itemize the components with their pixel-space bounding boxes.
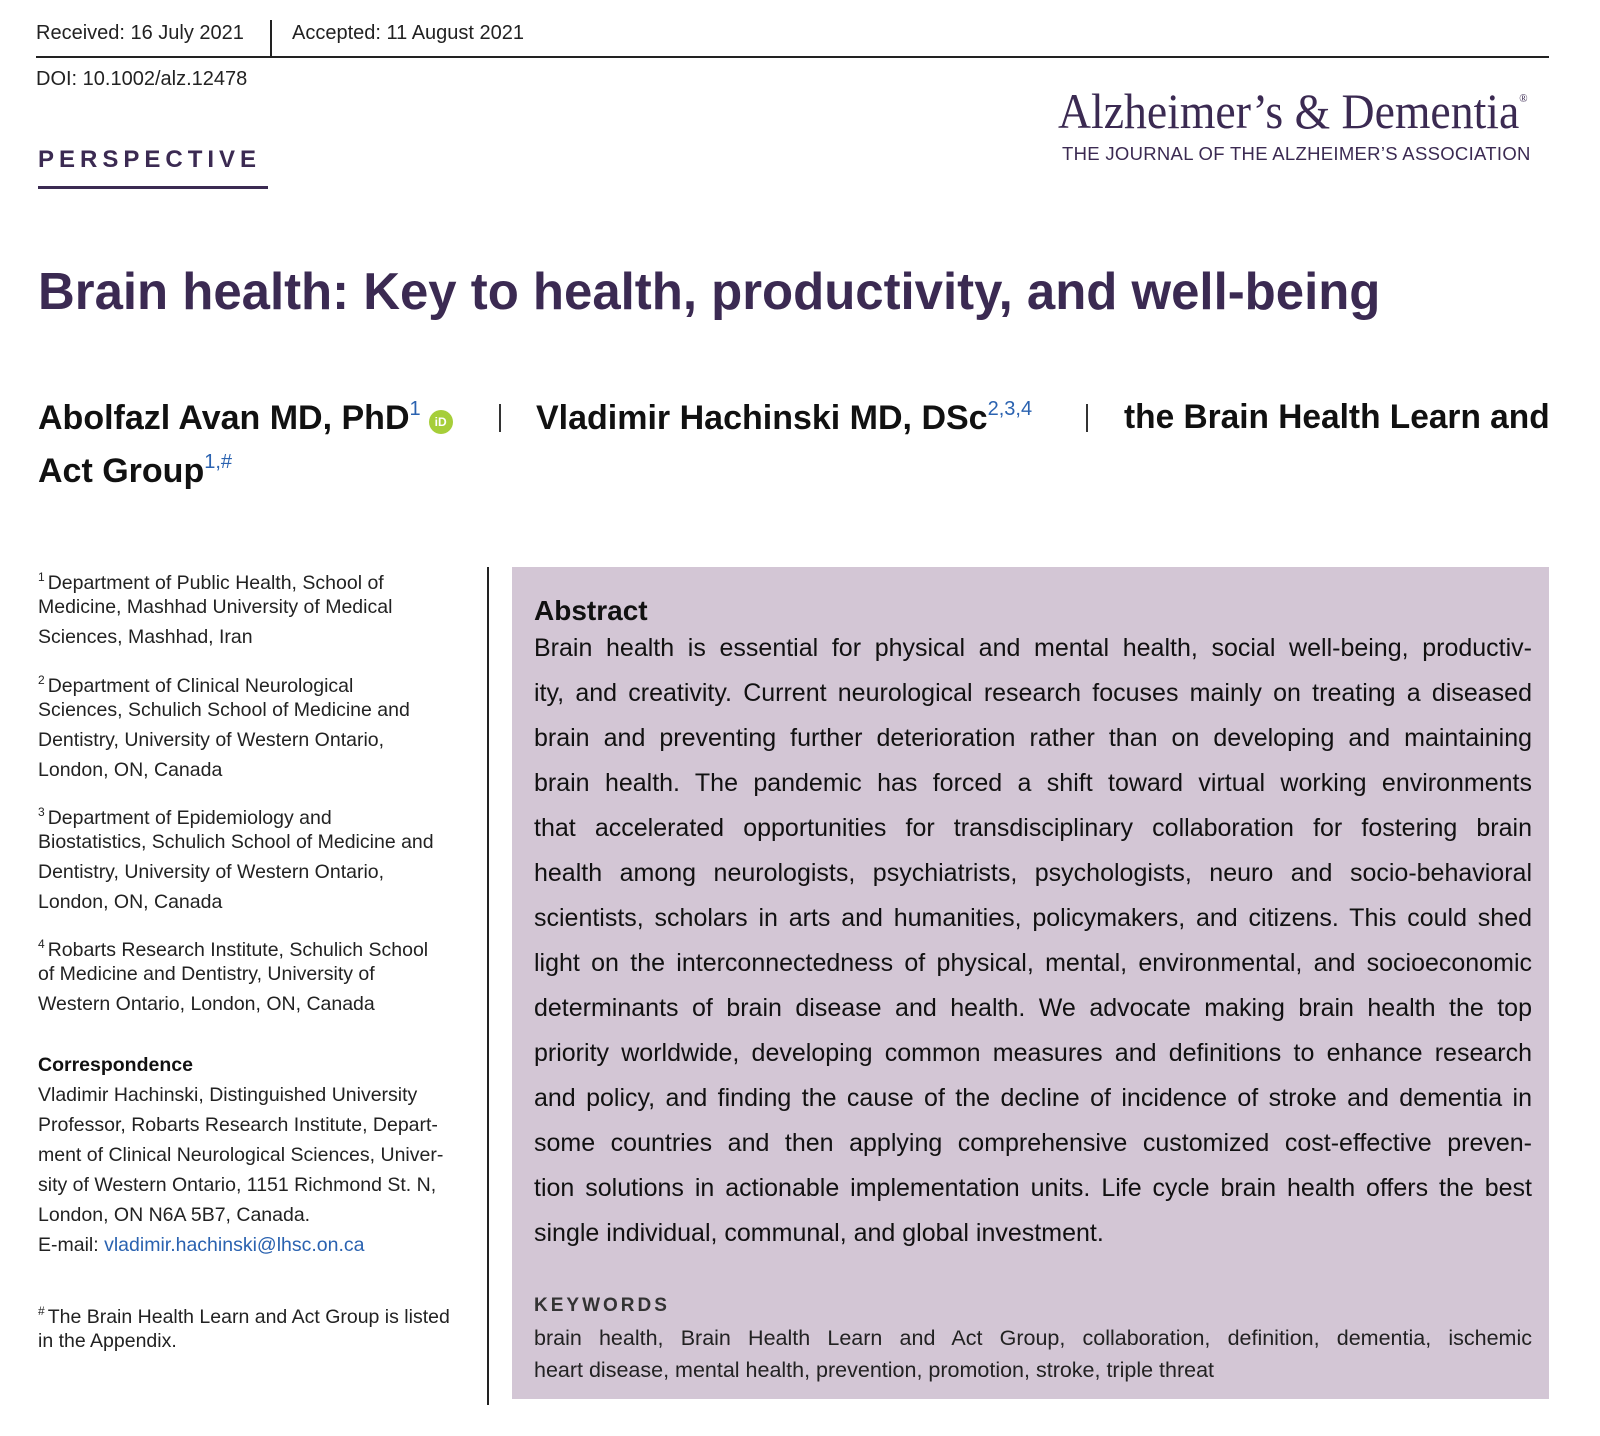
author-separator xyxy=(1086,404,1088,432)
accepted-date: Accepted: 11 August 2021 xyxy=(292,22,525,44)
affiliation-text: Robarts Research Institute, Schulich School xyxy=(47,939,429,961)
affiliation-line xyxy=(38,755,222,785)
author-group-cont[interactable]: Act Group$^{1,\#}$ xyxy=(38,451,233,490)
affiliation-line xyxy=(38,562,384,592)
footnote-line xyxy=(38,1296,450,1326)
correspondence-line: ment of Clinical Neurological Sciences, Univer- xyxy=(38,1144,444,1166)
keyword-line: brain health, Brain Health Learn and Act Group, collaboration, definition, dementia, ischemic xyxy=(534,1326,1532,1350)
received-date: Received: 16 July 2021 xyxy=(36,22,244,44)
article-type: PERSPECTIVE xyxy=(38,146,262,173)
affiliation-line xyxy=(38,857,384,887)
affiliation-line xyxy=(38,665,353,695)
affiliation-line xyxy=(38,887,222,917)
affiliation-text: Department of Epidemiology and xyxy=(47,807,332,829)
abstract-line: health among neurologists, psychiatrists, psychologists, neuro and socio-behavioral xyxy=(534,859,1532,887)
affiliation-number: 4 xyxy=(38,937,45,951)
abstract-box xyxy=(512,567,1549,1399)
affiliation-text: Dentistry, University of Western Ontario, xyxy=(38,729,385,751)
header-separator xyxy=(270,20,272,56)
affiliation-text: Western Ontario, London, ON, Canada xyxy=(38,993,375,1015)
email-row xyxy=(38,1230,365,1260)
affiliation-text: Dentistry, University of Western Ontario, xyxy=(38,861,385,883)
affiliation-line xyxy=(38,959,375,989)
abstract-text xyxy=(534,626,1532,1256)
footnote-mark: # xyxy=(38,1304,45,1318)
abstract-line: that accelerated opportunities for transdisciplinary collaboration for fostering brain xyxy=(534,814,1532,842)
affiliation-number: 3 xyxy=(38,805,45,819)
article-title: Brain health: Key to health, productivity, and well-being xyxy=(38,263,1381,321)
abstract-line: brain and preventing further deterioration rather than on developing and maintaining xyxy=(534,724,1532,752)
email-label: E-mail: xyxy=(38,1234,105,1256)
abstract-line: single individual, communal, and global investment. xyxy=(534,1219,1104,1247)
keywords-list xyxy=(534,1322,1532,1386)
footnote-text: The Brain Health Learn and Act Group is listed xyxy=(47,1306,450,1328)
affiliation-line xyxy=(38,695,410,725)
article-type-underline xyxy=(38,186,268,189)
abstract-line: some countries and then applying comprehensive customized cost-effective preven- xyxy=(534,1129,1532,1157)
keywords-heading: KEYWORDS xyxy=(534,1295,670,1316)
author-separator xyxy=(499,404,501,432)
correspondence-line: Vladimir Hachinski, Distinguished University xyxy=(38,1084,418,1106)
email-link[interactable]: vladimir.hachinski@lhsc.on.ca xyxy=(104,1234,365,1256)
journal-subtitle: THE JOURNAL OF THE ALZHEIMER’S ASSOCIATION xyxy=(1062,143,1531,164)
correspondence-line: sity of Western Ontario, 1151 Richmond St. N, xyxy=(38,1174,437,1196)
author-hachinski[interactable]: Vladimir Hachinski MD, DSc$^{2,3,4}$ xyxy=(536,398,1033,437)
abstract-heading: Abstract xyxy=(534,595,648,626)
column-divider xyxy=(487,567,489,1405)
abstract-line: priority worldwide, developing common measures and definitions to enhance research xyxy=(534,1039,1532,1067)
affiliation-text: London, ON, Canada xyxy=(38,891,223,913)
affiliation-line xyxy=(38,989,375,1019)
affiliation-line xyxy=(38,622,253,652)
affiliation-text: of Medicine and Dentistry, University of xyxy=(38,963,375,985)
affiliation-text: London, ON, Canada xyxy=(38,759,223,781)
author-avan[interactable]: Abolfazl Avan MD, PhD$^1$iD xyxy=(38,398,453,438)
footnote-text: in the Appendix. xyxy=(38,1330,177,1352)
header-rule xyxy=(36,56,1549,58)
affiliation-number: 2 xyxy=(38,673,45,687)
affiliation-line xyxy=(38,592,392,622)
author-group[interactable]: the Brain Health Learn and xyxy=(1124,398,1550,436)
abstract-line: light on the interconnectedness of physical, mental, environmental, and socioeconomic xyxy=(534,949,1532,977)
affiliation-text: Department of Clinical Neurological xyxy=(47,675,354,697)
abstract-line: scientists, scholars in arts and humanities, policymakers, and citizens. This could shed xyxy=(534,904,1532,932)
abstract-line: and policy, and finding the cause of the decline of incidence of stroke and dementia in xyxy=(534,1084,1532,1112)
keyword-line: heart disease, mental health, prevention, promotion, stroke, triple threat xyxy=(534,1358,1215,1382)
abstract-line: brain health. The pandemic has forced a shift toward virtual working environments xyxy=(534,769,1532,797)
affiliation-line xyxy=(38,725,384,755)
affiliation-text: Sciences, Schulich School of Medicine and xyxy=(38,699,410,721)
abstract-line: Brain health is essential for physical and mental health, social well-being, productiv- xyxy=(534,634,1532,662)
correspondence-heading: Correspondence xyxy=(38,1054,193,1076)
affiliation-text: Biostatistics, Schulich School of Medicine and xyxy=(38,831,434,853)
doi[interactable]: DOI: 10.1002/alz.12478 xyxy=(36,68,248,90)
affiliation-text: Department of Public Health, School of xyxy=(47,572,384,594)
affiliation-number: 1 xyxy=(38,570,45,584)
affiliation-line xyxy=(38,797,332,827)
affiliation-line xyxy=(38,827,434,857)
affiliation-line xyxy=(38,929,428,959)
correspondence-line: London, ON N6A 5B7, Canada. xyxy=(38,1204,311,1226)
orcid-icon[interactable]: iD xyxy=(429,410,453,434)
journal-logo: Alzheimer’s & Dementia® xyxy=(1058,83,1528,139)
affiliation-text: Medicine, Mashhad University of Medical xyxy=(38,596,393,618)
abstract-line: tion solutions in actionable implementation units. Life cycle brain health offers the best xyxy=(534,1174,1532,1202)
affiliation-text: Sciences, Mashhad, Iran xyxy=(38,626,253,648)
abstract-line: ity, and creativity. Current neurological research focuses mainly on treating a diseased xyxy=(534,679,1532,707)
correspondence-line: Professor, Robarts Research Institute, Depart- xyxy=(38,1114,438,1136)
abstract-line: determinants of brain disease and health. We advocate making brain health the top xyxy=(534,994,1532,1022)
footnote-line xyxy=(38,1326,177,1356)
